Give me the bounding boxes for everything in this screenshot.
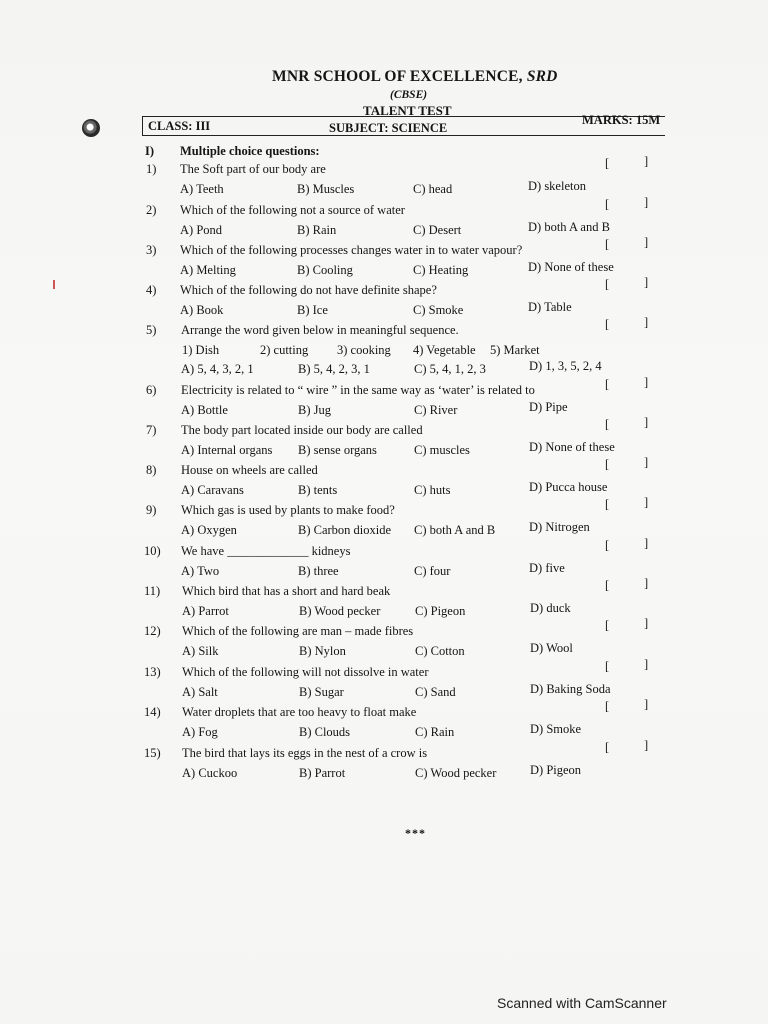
option-d: D) Smoke xyxy=(530,722,582,736)
section-number: I) xyxy=(145,144,155,158)
question-number: 8) xyxy=(146,463,157,477)
option-b: B) Carbon dioxide xyxy=(298,523,392,537)
option-d: D) Wool xyxy=(530,641,573,655)
option-c: C) head xyxy=(413,182,453,196)
answer-bracket-close: ] xyxy=(644,576,649,590)
answer-bracket-close: ] xyxy=(644,375,649,389)
answer-bracket-close: ] xyxy=(644,495,649,509)
question-number: 2) xyxy=(146,203,157,217)
option-d: D) both A and B xyxy=(528,220,610,234)
option-d: D) Pigeon xyxy=(530,763,582,777)
option-c: C) huts xyxy=(414,483,451,497)
subject-label: SUBJECT: SCIENCE xyxy=(329,121,448,135)
option-d: D) duck xyxy=(530,601,571,615)
option-c: C) Sand xyxy=(415,685,456,699)
option-b: B) Ice xyxy=(297,303,328,317)
option-b: B) Jug xyxy=(298,403,331,417)
option-a: A) Caravans xyxy=(181,483,244,497)
answer-bracket-close: ] xyxy=(644,235,649,249)
option-c: C) Cotton xyxy=(415,644,465,658)
option-a: A) Silk xyxy=(182,644,219,658)
answer-bracket-open: [ xyxy=(605,618,610,632)
option-b: B) sense organs xyxy=(298,443,377,457)
question-text: Which of the following processes changes water in to water vapour? xyxy=(180,243,523,257)
answer-bracket-open: [ xyxy=(605,156,610,170)
answer-bracket-close: ] xyxy=(644,697,649,711)
option-a: A) Internal organs xyxy=(181,443,273,457)
question-number: 6) xyxy=(146,383,157,397)
option-d: D) skeleton xyxy=(528,179,586,193)
option-a: A) Two xyxy=(181,564,220,578)
question-number: 11) xyxy=(144,584,161,598)
question-text: House on wheels are called xyxy=(181,463,318,477)
option-a: A) Cuckoo xyxy=(182,766,238,780)
school-logo-icon xyxy=(82,119,100,137)
option-c: C) muscles xyxy=(414,443,470,457)
question-text: Which of the following not a source of water xyxy=(180,203,405,217)
option-a: A) Salt xyxy=(182,685,218,699)
option-b: B) Rain xyxy=(297,223,337,237)
class-label: CLASS: III xyxy=(148,119,211,133)
option-c: C) Wood pecker xyxy=(415,766,497,780)
option-a: A) Book xyxy=(180,303,224,317)
sequence-item: 4) Vegetable xyxy=(413,343,476,357)
answer-bracket-close: ] xyxy=(644,455,649,469)
option-c: C) Heating xyxy=(413,263,469,277)
section-title: Multiple choice questions: xyxy=(180,144,320,158)
question-text: We have _____________ kidneys xyxy=(181,544,351,558)
question-number: 10) xyxy=(144,544,161,558)
board-label: (CBSE) xyxy=(390,89,428,101)
option-d: D) five xyxy=(529,561,565,575)
option-a: A) Pond xyxy=(180,223,223,237)
answer-bracket-close: ] xyxy=(644,315,649,329)
option-b: B) Wood pecker xyxy=(299,604,381,618)
option-b: B) Muscles xyxy=(297,182,355,196)
school-name: MNR SCHOOL OF EXCELLENCE, SRD xyxy=(272,68,558,85)
option-d: D) Pucca house xyxy=(529,480,608,494)
option-c: C) Desert xyxy=(413,223,462,237)
question-number: 7) xyxy=(146,423,157,437)
answer-bracket-open: [ xyxy=(605,317,610,331)
answer-bracket-close: ] xyxy=(644,195,649,209)
option-a: A) Melting xyxy=(180,263,236,277)
answer-bracket-open: [ xyxy=(605,578,610,592)
option-a: A) Oxygen xyxy=(181,523,237,537)
option-c: C) four xyxy=(414,564,451,578)
option-b: B) Sugar xyxy=(299,685,344,699)
option-b: B) 5, 4, 2, 3, 1 xyxy=(298,362,370,376)
question-number: 1) xyxy=(146,162,157,176)
option-a: A) Teeth xyxy=(180,182,224,196)
option-b: B) tents xyxy=(298,483,338,497)
question-number: 9) xyxy=(146,503,157,517)
answer-bracket-open: [ xyxy=(605,377,610,391)
question-number: 15) xyxy=(144,746,161,760)
question-text: The bird that lays its eggs in the nest of a crow is xyxy=(182,746,428,760)
option-c: C) Smoke xyxy=(413,303,464,317)
scanner-watermark: Scanned with CamScanner xyxy=(497,995,667,1011)
answer-bracket-open: [ xyxy=(605,457,610,471)
question-text: The Soft part of our body are xyxy=(180,162,326,176)
answer-bracket-close: ] xyxy=(644,154,649,168)
option-d: D) None of these xyxy=(528,260,614,274)
margin-mark xyxy=(53,280,55,289)
option-b: B) Parrot xyxy=(299,766,346,780)
answer-bracket-close: ] xyxy=(644,657,649,671)
question-text: Which of the following will not dissolve in water xyxy=(182,665,429,679)
answer-bracket-close: ] xyxy=(644,536,649,550)
answer-bracket-close: ] xyxy=(644,415,649,429)
option-c: C) Pigeon xyxy=(415,604,466,618)
question-number: 13) xyxy=(144,665,161,679)
marks-label: MARKS: 15M xyxy=(582,113,661,127)
option-a: A) 5, 4, 3, 2, 1 xyxy=(181,362,254,376)
option-a: A) Fog xyxy=(182,725,218,739)
question-text: Which gas is used by plants to make food? xyxy=(181,503,395,517)
question-number: 4) xyxy=(146,283,157,297)
answer-bracket-close: ] xyxy=(644,616,649,630)
question-number: 5) xyxy=(146,323,157,337)
answer-bracket-open: [ xyxy=(605,538,610,552)
answer-bracket-close: ] xyxy=(644,738,649,752)
question-number: 3) xyxy=(146,243,157,257)
end-mark: *** xyxy=(405,826,426,840)
question-text: Which of the following do not have definite shape? xyxy=(180,283,437,297)
answer-bracket-open: [ xyxy=(605,197,610,211)
answer-bracket-close: ] xyxy=(644,275,649,289)
question-text: The body part located inside our body are called xyxy=(181,423,423,437)
option-d: D) 1, 3, 5, 2, 4 xyxy=(529,359,602,373)
option-d: D) Nitrogen xyxy=(529,520,590,534)
option-c: C) River xyxy=(414,403,458,417)
option-d: D) Pipe xyxy=(529,400,568,414)
question-text: Water droplets that are too heavy to float make xyxy=(182,705,417,719)
answer-bracket-open: [ xyxy=(605,497,610,511)
sequence-item: 1) Dish xyxy=(182,343,220,357)
option-b: B) Cooling xyxy=(297,263,353,277)
sequence-item: 2) cutting xyxy=(260,343,309,357)
test-title: TALENT TEST xyxy=(363,103,452,118)
option-d: D) Table xyxy=(528,300,572,314)
option-a: A) Parrot xyxy=(182,604,229,618)
option-a: A) Bottle xyxy=(181,403,228,417)
option-b: B) three xyxy=(298,564,339,578)
option-c: C) 5, 4, 1, 2, 3 xyxy=(414,362,486,376)
option-b: B) Nylon xyxy=(299,644,346,658)
answer-bracket-open: [ xyxy=(605,417,610,431)
option-c: C) Rain xyxy=(415,725,455,739)
sequence-item: 3) cooking xyxy=(337,343,391,357)
answer-bracket-open: [ xyxy=(605,659,610,673)
question-number: 14) xyxy=(144,705,161,719)
option-d: D) None of these xyxy=(529,440,615,454)
option-b: B) Clouds xyxy=(299,725,351,739)
question-text: Arrange the word given below in meaningful sequence. xyxy=(181,323,459,337)
question-number: 12) xyxy=(144,624,161,638)
answer-bracket-open: [ xyxy=(605,277,610,291)
question-text: Which bird that has a short and hard beak xyxy=(182,584,391,598)
answer-bracket-open: [ xyxy=(605,740,610,754)
question-text: Which of the following are man – made fibres xyxy=(182,624,414,638)
option-c: C) both A and B xyxy=(414,523,496,537)
question-text: Electricity is related to “ wire ” in the same way as ‘water’ is related to xyxy=(181,383,535,397)
option-d: D) Baking Soda xyxy=(530,682,611,696)
answer-bracket-open: [ xyxy=(605,699,610,713)
answer-bracket-open: [ xyxy=(605,237,610,251)
sequence-item: 5) Market xyxy=(490,343,540,357)
